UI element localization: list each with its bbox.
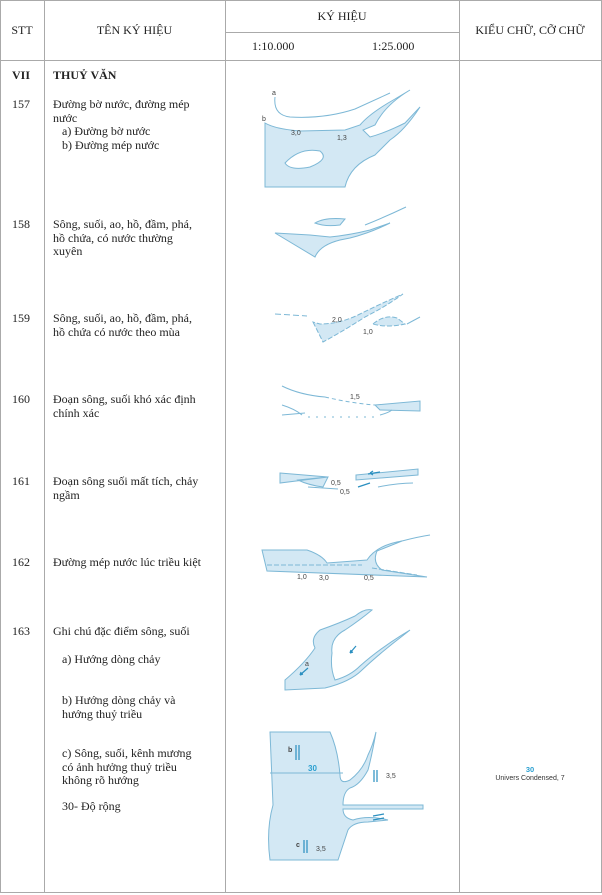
label-c: c xyxy=(296,842,300,849)
subitem-b xyxy=(62,694,176,721)
symbol-seasonal-water xyxy=(275,292,425,352)
row-number: 159 xyxy=(12,311,30,325)
row-number: 161 xyxy=(12,474,30,488)
label-width: 0,5 xyxy=(331,480,341,487)
symbol-permanent-water xyxy=(270,205,410,265)
label-width: 1,0 xyxy=(363,329,373,336)
row-number: 163 xyxy=(12,624,30,638)
name-line: ngầm xyxy=(53,487,80,502)
label-b: b xyxy=(262,116,266,123)
symbol-flow-direction xyxy=(280,608,430,688)
name-line: Đoạn sông suối mất tích, chảy xyxy=(53,474,199,488)
subitem-c xyxy=(62,747,192,788)
col-border xyxy=(0,0,1,893)
row-name xyxy=(53,312,192,339)
label-a: a xyxy=(305,661,309,668)
label-3-5: 3,5 xyxy=(316,846,326,853)
row-number: 157 xyxy=(12,97,30,111)
col-border xyxy=(44,0,45,893)
label-width: 1,5 xyxy=(350,394,360,401)
label-width: 1,0 xyxy=(297,574,307,581)
symbol-underground-stream xyxy=(278,465,428,505)
row-name: Ghi chú đặc điểm sông, suối xyxy=(53,624,190,638)
name-line: hồ chứa, có nước thường xyxy=(53,230,173,245)
header-scale-25000: 1:25.000 xyxy=(372,39,415,53)
header-symbol: KÝ HIỆU xyxy=(317,9,367,23)
name-line: Sông, suối, ao, hồ, đầm, phá, xyxy=(53,217,192,231)
col-border xyxy=(459,0,460,893)
name-line: a) Đường bờ nước xyxy=(62,124,151,138)
name-line: Đoạn sông, suối khó xác định xyxy=(53,392,196,406)
row-name xyxy=(53,98,190,152)
col-border xyxy=(225,0,226,893)
row-name xyxy=(53,393,196,420)
row-number: 162 xyxy=(12,555,30,569)
label-width: 0,5 xyxy=(340,489,350,496)
name-line: có ảnh hưởng thuỷ triều xyxy=(62,759,177,774)
symbol-tidal-stream xyxy=(268,730,428,865)
label-b: b xyxy=(288,747,293,754)
symbol-shoreline xyxy=(255,85,435,195)
name-line: không rõ hướng xyxy=(62,773,139,787)
subitem-a: a) Hướng dòng chảy xyxy=(62,652,161,666)
subheader-divider xyxy=(225,32,459,33)
row-name xyxy=(53,218,192,259)
name-line: hồ chứa có nước theo mùa xyxy=(53,324,180,339)
name-line: Sông, suối, ao, hồ, đầm, phá, xyxy=(53,311,192,325)
name-line: b) Đường mép nước xyxy=(62,137,160,152)
name-line: Đường bờ nước, đường mép xyxy=(53,97,190,111)
section-code: VII xyxy=(12,68,31,82)
subitem-width: 30- Độ rộng xyxy=(62,799,121,813)
row-name xyxy=(53,556,201,570)
font-sample-number: 30 xyxy=(525,765,535,774)
label-a: a xyxy=(272,90,276,97)
name-line: b) Hướng dòng chảy và xyxy=(62,693,176,707)
name-line: Đường mép nước lúc triều kiệt xyxy=(53,555,201,569)
header-stt: STT xyxy=(11,23,33,37)
header-scale-10000: 1:10.000 xyxy=(252,39,295,53)
name-line: nước xyxy=(53,110,78,125)
row-number: 158 xyxy=(12,217,30,231)
row-number: 160 xyxy=(12,392,30,406)
font-sample-style: Univers Condensed, 7 xyxy=(495,775,565,782)
name-line: chính xác xyxy=(53,405,100,420)
symbol-uncertain-stream xyxy=(280,383,430,428)
label-width-30: 30 xyxy=(308,764,317,773)
label-3-5: 3,5 xyxy=(386,773,396,780)
header-font: KIỂU CHỮ, CỠ CHỮ xyxy=(475,23,585,37)
label-width: 3,0 xyxy=(319,575,329,582)
symbol-low-tide-line xyxy=(262,535,432,583)
label-width: 2,0 xyxy=(332,317,342,324)
header-name: TÊN KÝ HIỆU xyxy=(96,23,173,37)
label-width: 3,0 xyxy=(291,130,301,137)
name-line: xuyên xyxy=(53,244,83,258)
table-border-top xyxy=(0,0,602,1)
section-title: THUỶ VĂN xyxy=(53,68,117,82)
table-border-bottom xyxy=(0,892,602,893)
name-line: c) Sông, suối, kênh mương xyxy=(62,746,192,760)
label-width: 1,3 xyxy=(337,135,347,142)
row-name xyxy=(53,475,198,502)
label-width: 0,5 xyxy=(364,575,374,582)
name-line: hướng thuỷ triều xyxy=(62,706,143,721)
header-divider xyxy=(0,60,602,61)
